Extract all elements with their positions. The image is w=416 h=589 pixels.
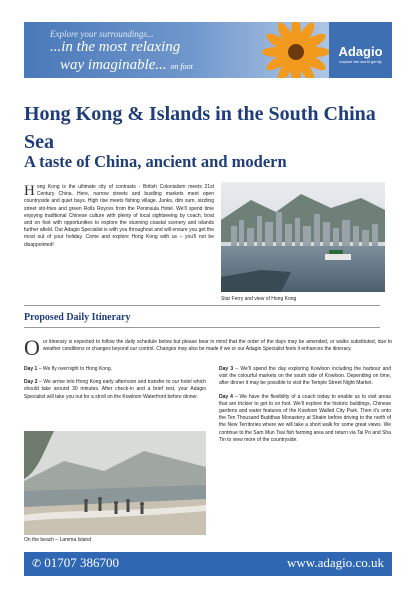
flower-image (260, 22, 332, 78)
day-label: Day 2 (24, 379, 38, 386)
intro-dropcap: H (24, 183, 35, 199)
day-text: – We arrive into Hong Kong early afternoon and transfer to our hotel which should take around 30 minutes. After check-in and a brief rest, your Adagio Specialist will take you out for a stroll on the Kowloon Waterfront before dinner. (24, 379, 206, 400)
footer-bar (24, 552, 392, 576)
day-label: Day 4 (219, 393, 233, 400)
logo-name: Adagio (338, 44, 383, 59)
page-subtitle: A taste of China, ancient and modern (24, 152, 287, 171)
itinerary-day (24, 379, 206, 401)
banner-tagline-2: ...in the most relaxing (50, 39, 181, 55)
banner-tagline-3-main: way imaginable... (60, 57, 167, 73)
banner-tagline-1: Explore your surroundings... (50, 29, 154, 39)
banner-tagline-3 (60, 57, 193, 74)
footer-phone[interactable] (32, 555, 119, 571)
page-title: Hong Kong & Islands in the South China Sea (24, 103, 376, 153)
adagio-logo (329, 22, 392, 78)
itinerary-intro (24, 335, 392, 360)
day-label: Day 1 (24, 366, 38, 372)
day-label: Day 3 (219, 366, 234, 372)
footer-website-link[interactable]: www.adagio.co.uk (287, 555, 384, 570)
itinerary-heading-rule (24, 327, 380, 328)
itinerary-day (24, 366, 206, 373)
section-divider (24, 305, 380, 306)
itinerary-intro-text: ur itinerary is expected to follow the daily schedule below but please bear in mind that the order of the days may be amended, or walks substituted, due to weather conditions or changes beyond our control. Changes may also be made if we or our Adagio Specialist feels it enhances the itinerary. (42, 339, 392, 353)
day-text: – We fly overnight to Hong Kong. (37, 366, 113, 372)
itinerary-day (219, 366, 391, 388)
photo1-caption: Star Ferry and view of Hong Kong (221, 296, 297, 302)
itinerary-right-column (219, 366, 391, 450)
itinerary-left-column (24, 366, 206, 407)
day-text: – We have the flexibility of a coach today to enable us to visit areas that are trickier to get to on foot. We'll explore the historic buildings, Chinese gardens and water features of the Kowloon Walled City Park. Then it's onto the Ten Thousand Buddhas Monastery at Shatin before driving to the north of the New Territories where we will take a short walk for some great views. We continue to the Sam Mun Tsai fish farming area and return via Tai Po and Sha Tin to view more of the countryside. (219, 393, 391, 443)
intro-paragraph (24, 184, 214, 249)
lamma-island-beach-photo (24, 431, 206, 535)
phone-icon: ✆ (32, 557, 42, 570)
hong-kong-harbour-photo (221, 182, 385, 292)
logo-tagline: explore the world gently (339, 59, 382, 64)
itinerary-heading: Proposed Daily Itinerary (24, 312, 131, 323)
photo2-caption: On the beach – Lamma Island (24, 537, 91, 543)
itinerary-dropcap: O (24, 335, 40, 360)
phone-number: 01707 386700 (44, 555, 119, 570)
header-banner (24, 22, 392, 78)
banner-tagline-3-small: on foot (170, 62, 193, 71)
day-text: – We'll spend the day exploring Kowloon including the harbour and visit the colourful markets on the south side of Kowloon. Depending on time, after dinner it may be possible to visit the Temple Street Night Market. (219, 366, 391, 387)
itinerary-day (219, 394, 391, 444)
intro-text: ong Kong is the ultimate city of contrasts - British Colonialism meets 21st Century China. Here, narrow streets and bustling markets meet open countryside and quiet bays. High rise meets fishing village. Junks, dim sum, sizzling street stir-fries and green Rolls Royces from the Peninsula Hotel. We'll spend time enjoying traditional Chinese culture with plenty of local sightseeing by coach, boat and on foot with opportunities to explore the stunning coastal scenery and islands further afield. Our Adagio Specialist is with you throughout and will ensure you get the most out of your holiday. Come and explore Hong Kong with us – you'll not be disappointed! (24, 184, 214, 248)
